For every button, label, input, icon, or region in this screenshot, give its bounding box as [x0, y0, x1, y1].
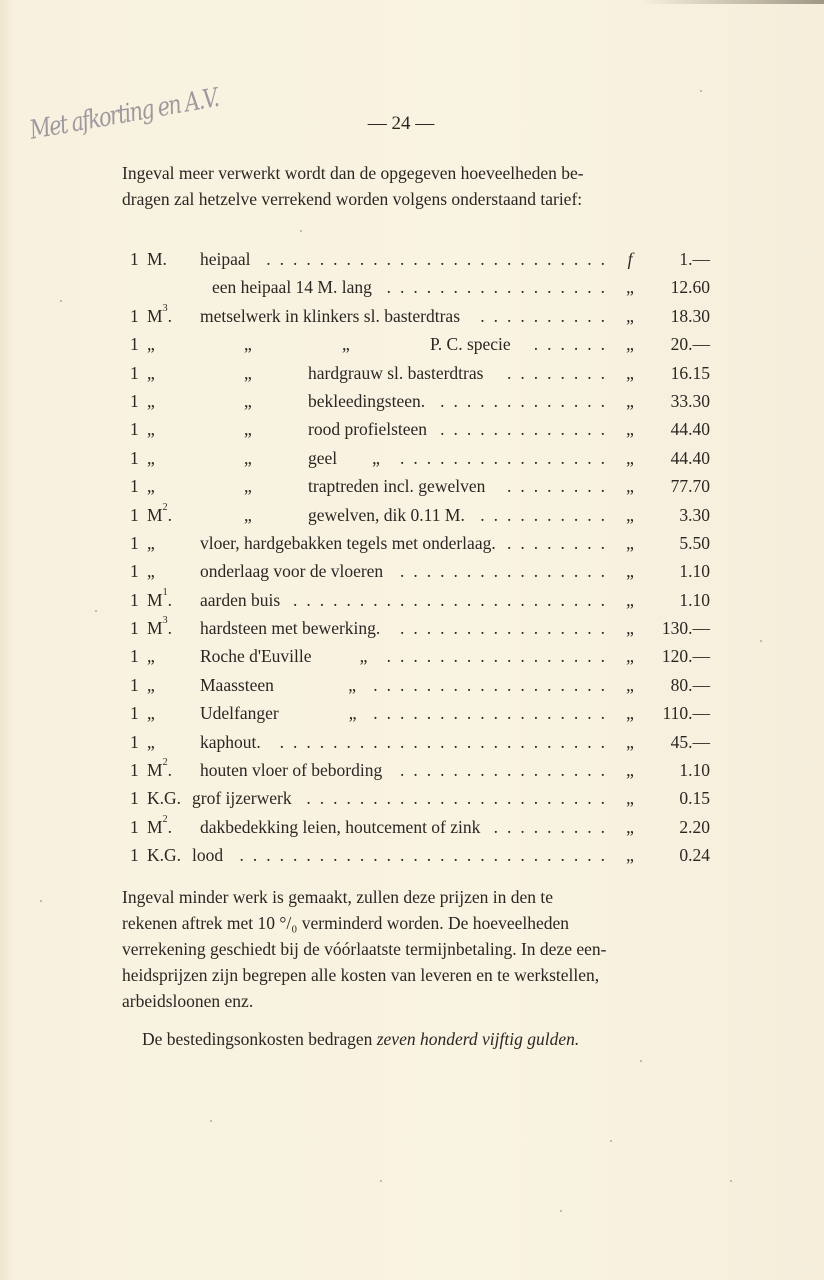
tariff-row — [130, 330, 710, 358]
closing-line: verrekening geschiedt bij de vóórlaatste termijnbetaling. In deze een- — [122, 939, 607, 959]
row-quantity: 1 — [130, 703, 139, 724]
page-number: — 24 — — [367, 113, 435, 134]
currency-mark: „ — [626, 305, 634, 326]
tariff-row — [130, 557, 710, 585]
row-unit — [147, 586, 172, 614]
row-description: metselwerk in klinkers sl. basterdtras — [200, 305, 461, 326]
row-amount: 80.— — [670, 674, 710, 695]
dot-leader: ...... — [533, 334, 614, 355]
final-sentence — [142, 1026, 712, 1052]
unit-period: . — [167, 305, 172, 326]
unit-period: . — [167, 589, 172, 610]
closing-line: rekenen aftrek met 10 °/₀ verminderd worden. De hoeveelheden — [122, 913, 570, 933]
currency-mark: „ — [626, 532, 634, 553]
unit-text: M — [147, 305, 163, 326]
row-quantity: 1 — [130, 504, 139, 525]
row-unit — [147, 501, 172, 529]
row-quantity: 1 — [130, 249, 139, 269]
row-amount: 77.70 — [670, 476, 710, 497]
currency-mark: „ — [626, 703, 634, 724]
row-amount: 1.10 — [679, 561, 710, 582]
dot-leader: ................ — [400, 760, 614, 781]
dot-leader: .......................... — [266, 249, 614, 269]
currency-mark: „ — [626, 646, 634, 667]
currency-mark: „ — [626, 390, 634, 411]
closing-line: arbeidsloonen enz. — [122, 991, 254, 1011]
final-sentence-amount: zeven honderd vijftig gulden. — [376, 1029, 580, 1049]
currency-mark: „ — [626, 504, 634, 525]
paper-speck — [560, 1210, 562, 1212]
row-unit: „ — [147, 731, 155, 752]
row-amount: 18.30 — [670, 305, 710, 326]
paper-speck — [760, 640, 762, 642]
currency-mark: „ — [626, 362, 634, 383]
unit-exponent: 2 — [162, 501, 168, 513]
currency-mark: „ — [626, 760, 634, 781]
row-amount: 0.24 — [679, 845, 710, 866]
row-description: kaphout. — [200, 731, 261, 752]
handwritten-annotation: Met afkorting en A.V. — [27, 83, 221, 146]
row-unit — [147, 302, 172, 330]
dot-leader: .................. — [373, 674, 614, 695]
currency-mark: „ — [626, 618, 634, 639]
row-amount: 5.50 — [679, 532, 710, 553]
tariff-row — [130, 444, 710, 472]
paper-speck — [40, 900, 42, 902]
dot-leader: ......... — [493, 816, 614, 837]
tariff-row — [130, 273, 710, 301]
currency-mark: „ — [626, 674, 634, 695]
currency-mark: „ — [626, 788, 634, 809]
row-quantity: 1 — [130, 760, 139, 781]
closing-paragraph — [122, 884, 710, 1014]
row-unit: „ — [147, 703, 155, 724]
row-amount: 44.40 — [670, 447, 710, 468]
unit-exponent: 3 — [162, 302, 168, 314]
paper-speck — [610, 1140, 612, 1142]
row-description: geel „ — [308, 447, 380, 468]
tariff-table — [130, 245, 710, 870]
currency-mark: „ — [626, 334, 634, 355]
row-unit: K.G. — [147, 788, 182, 809]
row-quantity: 1 — [130, 646, 139, 667]
currency-mark: „ — [626, 561, 634, 582]
unit-text: M — [147, 618, 163, 639]
dot-leader: ............................ — [239, 845, 614, 866]
row-description: vloer, hardgebakken tegels met onderlaag. — [200, 532, 496, 553]
unit-exponent: 2 — [162, 813, 168, 825]
ditto-mark: „ — [244, 447, 252, 468]
row-unit: M. — [147, 249, 167, 269]
ditto-mark: „ — [244, 476, 252, 497]
ditto-mark: „ — [244, 334, 252, 355]
intro-line: dragen zal hetzelve verrekend worden volgens onderstaand tarief: — [122, 189, 583, 209]
row-unit: „ — [147, 362, 155, 383]
tariff-row — [130, 359, 710, 387]
final-sentence-text: De bestedingsonkosten bedragen — [142, 1029, 377, 1049]
unit-text: M — [147, 589, 163, 610]
row-amount: 45.— — [670, 731, 710, 752]
row-amount: 1.— — [679, 249, 710, 269]
row-amount: 3.30 — [679, 504, 710, 525]
ditto-mark: „ — [244, 390, 252, 411]
row-description: hardsteen met bewerking. — [200, 618, 381, 639]
row-amount: 130.— — [661, 618, 710, 639]
tariff-row — [130, 302, 710, 330]
row-description: aarden buis — [200, 589, 281, 610]
row-quantity: 1 — [130, 362, 139, 383]
currency-mark: „ — [626, 816, 634, 837]
unit-period: . — [167, 816, 172, 837]
row-amount: 33.30 — [670, 390, 710, 411]
row-quantity: 1 — [130, 618, 139, 639]
tariff-row — [130, 614, 710, 642]
currency-mark: „ — [626, 731, 634, 752]
tariff-row — [130, 501, 710, 529]
currency-mark: „ — [626, 476, 634, 497]
tariff-row — [130, 642, 710, 670]
row-description: Roche d'Euville „ — [200, 646, 368, 667]
dot-leader: ............. — [440, 419, 614, 440]
paper-speck — [60, 300, 62, 302]
tariff-row — [130, 245, 710, 273]
row-quantity: 1 — [130, 674, 139, 695]
row-amount: 110.— — [662, 703, 710, 724]
dot-leader: ........ — [507, 476, 614, 497]
row-quantity: 1 — [130, 305, 139, 326]
row-description: heipaal — [200, 249, 251, 269]
row-amount: 120.— — [661, 646, 710, 667]
tariff-row — [130, 529, 710, 557]
row-quantity: 1 — [130, 532, 139, 553]
tariff-row — [130, 699, 710, 727]
closing-line: heidsprijzen zijn begrepen alle kosten van leveren en te werkstellen, — [122, 965, 600, 985]
row-quantity: 1 — [130, 419, 139, 440]
row-unit — [147, 813, 172, 841]
row-unit: „ — [147, 419, 155, 440]
ditto-mark: „ — [342, 334, 350, 355]
dot-leader: ........ — [507, 532, 614, 553]
intro-line: Ingeval meer verwerkt wordt dan de opgegeven hoeveelheden be- — [122, 163, 584, 183]
row-description: gewelven, dik 0.11 M. — [308, 504, 465, 525]
scan-edge-shadow — [640, 0, 824, 4]
paper-speck — [380, 1180, 382, 1182]
row-quantity: 1 — [130, 334, 139, 355]
tariff-row — [130, 756, 710, 784]
row-description: onderlaag voor de vloeren — [200, 561, 384, 582]
row-amount: 2.20 — [679, 816, 710, 837]
unit-exponent: 2 — [162, 757, 168, 769]
row-amount: 1.10 — [679, 589, 710, 610]
tariff-row — [130, 415, 710, 443]
dot-leader: ............. — [440, 390, 614, 411]
dot-leader: ........ — [507, 362, 614, 383]
paper-speck — [210, 1120, 212, 1122]
paper-speck — [300, 230, 302, 232]
row-unit — [147, 614, 172, 642]
tariff-row — [130, 728, 710, 756]
closing-line: Ingeval minder werk is gemaakt, zullen deze prijzen in den te — [122, 887, 554, 907]
dot-leader: ................. — [386, 646, 614, 667]
row-quantity: 1 — [130, 788, 139, 809]
ditto-mark: „ — [244, 362, 252, 383]
tariff-row — [130, 841, 710, 869]
tariff-row — [130, 813, 710, 841]
dot-leader: .......... — [480, 504, 614, 525]
paper-speck — [640, 1060, 642, 1062]
dot-leader: ....................... — [306, 788, 614, 809]
row-description: een heipaal 14 M. lang — [212, 277, 372, 298]
row-unit: „ — [147, 532, 155, 553]
dot-leader: ........................ — [293, 589, 614, 610]
row-quantity: 1 — [130, 589, 139, 610]
row-description: houten vloer of bebording — [200, 760, 383, 781]
unit-exponent: 3 — [162, 615, 168, 627]
row-quantity: 1 — [130, 816, 139, 837]
tariff-row — [130, 387, 710, 415]
row-unit: „ — [147, 561, 155, 582]
ditto-mark: „ — [244, 504, 252, 525]
dot-leader: ................. — [386, 277, 614, 298]
currency-mark: „ — [626, 277, 634, 298]
paper-speck — [95, 610, 97, 612]
row-description: hardgrauw sl. basterdtras — [308, 362, 484, 383]
currency-mark: „ — [626, 589, 634, 610]
currency-mark: „ — [626, 845, 634, 866]
row-quantity: 1 — [130, 447, 139, 468]
row-unit — [147, 756, 172, 784]
ditto-mark: „ — [244, 419, 252, 440]
unit-period: . — [167, 760, 172, 781]
row-quantity: 1 — [130, 731, 139, 752]
row-quantity: 1 — [130, 845, 139, 866]
row-description: lood — [192, 845, 224, 866]
dot-leader: .......... — [480, 305, 614, 326]
row-unit: „ — [147, 476, 155, 497]
tariff-row — [130, 784, 710, 812]
row-description: P. C. specie — [430, 334, 511, 355]
row-unit: K.G. — [147, 845, 182, 866]
dot-leader: .................. — [373, 703, 614, 724]
row-unit: „ — [147, 674, 155, 695]
tariff-row — [130, 586, 710, 614]
row-amount: 16.15 — [670, 362, 710, 383]
row-unit: „ — [147, 646, 155, 667]
unit-text: M — [147, 760, 163, 781]
row-description: traptreden incl. gewelven — [308, 476, 486, 497]
row-description: Udelfanger „ — [200, 703, 357, 724]
row-description: Maassteen „ — [200, 674, 357, 695]
unit-exponent: 1 — [162, 586, 168, 598]
row-unit: „ — [147, 447, 155, 468]
unit-period: . — [167, 504, 172, 525]
tariff-row — [130, 472, 710, 500]
row-description: rood profielsteen — [308, 419, 428, 440]
currency-mark: f — [627, 249, 633, 269]
row-amount: 0.15 — [679, 788, 710, 809]
dot-leader: ................ — [400, 561, 614, 582]
row-amount: 1.10 — [679, 760, 710, 781]
row-description: grof ijzerwerk — [192, 788, 292, 809]
tariff-row — [130, 671, 710, 699]
row-quantity: 1 — [130, 561, 139, 582]
intro-paragraph — [122, 160, 710, 212]
unit-text: M — [147, 504, 163, 525]
currency-mark: „ — [626, 419, 634, 440]
row-description: dakbedekking leien, houtcement of zink — [200, 816, 481, 837]
row-unit: „ — [147, 334, 155, 355]
unit-text: M — [147, 816, 163, 837]
currency-mark: „ — [626, 447, 634, 468]
paper-speck — [700, 90, 702, 92]
row-amount: 20.— — [670, 334, 710, 355]
row-quantity: 1 — [130, 390, 139, 411]
row-description: bekleedingsteen. — [308, 390, 426, 411]
dot-leader: ......................... — [279, 731, 614, 752]
paper-speck — [730, 1180, 732, 1182]
row-amount: 44.40 — [670, 419, 710, 440]
row-unit: „ — [147, 390, 155, 411]
row-quantity: 1 — [130, 476, 139, 497]
dot-leader: ................ — [400, 447, 614, 468]
row-amount: 12.60 — [670, 277, 710, 298]
unit-period: . — [167, 618, 172, 639]
dot-leader: ................ — [400, 618, 614, 639]
